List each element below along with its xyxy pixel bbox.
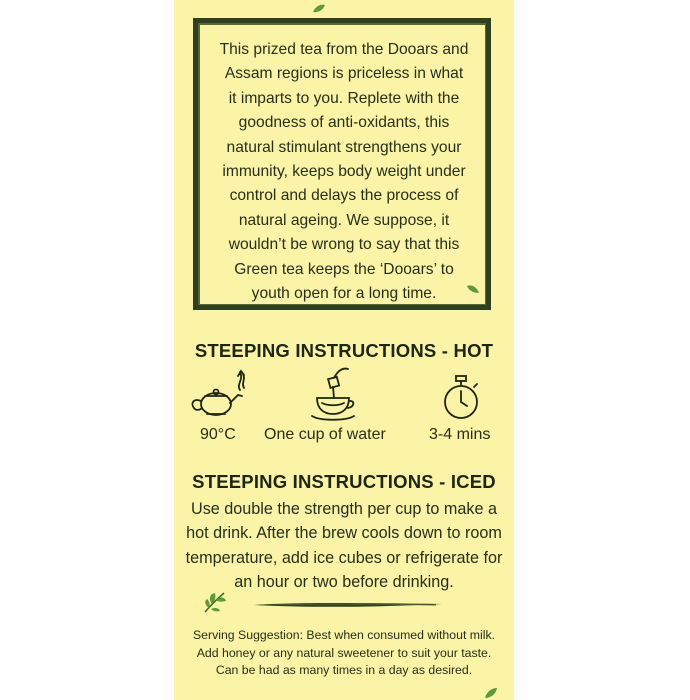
intro-line: Assam regions is priceless in what — [224, 65, 464, 83]
intro-line: natural ageing. We suppose, it — [238, 211, 450, 229]
intro-line: control and delays the process of — [229, 187, 459, 205]
intro-line: This prized tea from the Dooars and — [219, 41, 469, 58]
intro-line: natural stimulant strengthens your — [226, 138, 462, 156]
section-divider — [252, 600, 444, 610]
leaf-icon — [466, 284, 480, 294]
iced-instructions — [180, 497, 508, 595]
water-amount-label: One cup of water — [264, 426, 386, 443]
hot-steeping-heading: STEEPING INSTRUCTIONS - HOT — [194, 340, 494, 361]
intro-line: it imparts to you. Replete with the — [228, 89, 460, 107]
teacup-icon — [308, 366, 362, 422]
serving-suggestion — [178, 627, 510, 680]
intro-line: goodness of anti-oxidants, this — [238, 114, 450, 132]
intro-line: wouldn’t be wrong to say that this — [228, 236, 460, 254]
intro-paragraph — [204, 38, 484, 306]
stopwatch-icon — [440, 374, 482, 422]
tea-sprig-icon — [202, 590, 228, 614]
serving-line: Can be had as many times in a day as desired. — [215, 663, 473, 678]
intro-line: youth open for a long time. — [251, 285, 437, 303]
serving-line: Serving Suggestion: Best when consumed without milk. — [192, 628, 496, 642]
temperature-label: 90°C — [200, 426, 236, 443]
leaf-icon — [312, 4, 326, 14]
product-info-panel — [174, 0, 514, 700]
intro-line: Green tea keeps the ‘Dooars’ to — [234, 260, 454, 278]
iced-line: temperature, add ice cubes or refrigerate for — [185, 548, 503, 567]
iced-line: an hour or two before drinking. — [234, 573, 454, 592]
teapot-icon — [188, 368, 250, 422]
iced-line: Use double the strength per cup to make a — [191, 500, 497, 518]
iced-line: hot drink. After the brew cools down to room — [186, 524, 502, 543]
intro-line: immunity, keeps body weight under — [222, 163, 466, 181]
iced-steeping-heading: STEEPING INSTRUCTIONS - ICED — [192, 471, 496, 492]
leaf-icon — [484, 687, 498, 699]
serving-line: Add honey or any natural sweetener to suit your taste. — [196, 645, 492, 660]
steep-time-label: 3-4 mins — [429, 426, 491, 443]
